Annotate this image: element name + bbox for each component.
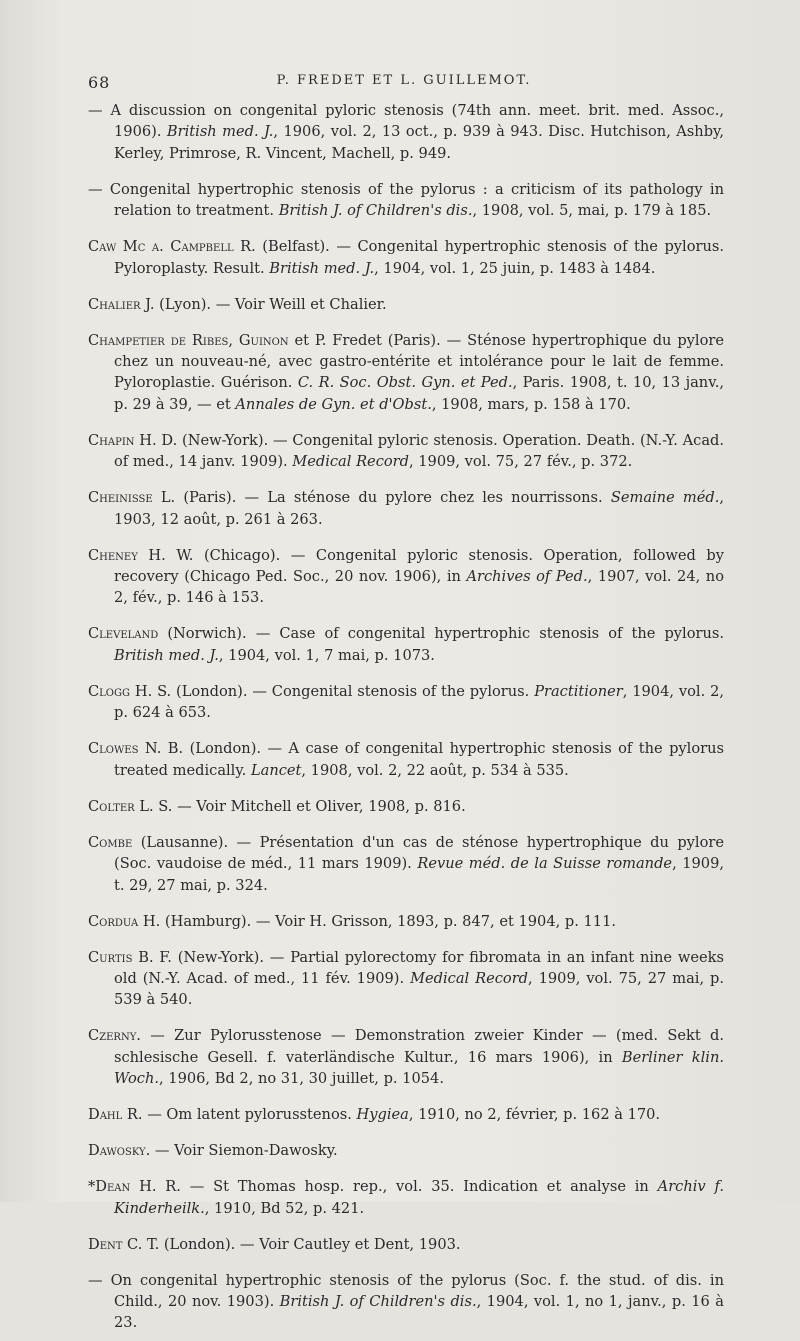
entry-author: Czerny <box>88 1027 137 1045</box>
entry-journal: Semaine méd. <box>610 489 720 507</box>
entry-journal: British med. J. <box>269 259 375 277</box>
entry-text-2: , 1909, vol. 75, 27 mai, p. 539 à 540. <box>114 969 724 1009</box>
entry-text-2: , 1906, Bd 2, no 31, 30 juillet, p. 1054. <box>159 1070 444 1088</box>
entry-journal: Archiv f. Kinderheilk. <box>114 1178 724 1217</box>
entry-text-2: , 1904, vol. 1, no 1, janv., p. 16 à 23. <box>114 1292 724 1332</box>
entry-journal: Medical Record <box>410 969 529 987</box>
entry-text: et P. Fredet (Paris). — Sténose hypertrophique du pylore chez un nouveau-né, avec gastro-entérite et intolérance pour le lait de femme. Pyloroplastie. Guérison. <box>114 331 724 392</box>
entry-text: R. (Belfast). — Congenital hypertrophic stenosis of the pylorus. Pyloroplasty. Result. <box>114 238 724 277</box>
entry-text-2: , 1908, vol. 2, 22 août, p. 534 à 535. <box>301 761 569 779</box>
bib-entry <box>88 1270 724 1334</box>
entry-text: (Norwich). — Case of congenital hypertrophic stenosis of the pylorus. <box>158 625 724 643</box>
entry-text: R. — Om latent pylorusstenos. <box>122 1106 357 1124</box>
entry-text: H. D. (New-York). — Congenital pyloric stenosis. Operation. Death. (N.-Y. Acad. of med., 14 janv. 1909). <box>114 431 724 471</box>
bib-entry <box>88 236 724 279</box>
entry-author: Caw Mc a. Campbell <box>88 238 234 256</box>
bibliography-list <box>88 100 724 1341</box>
bib-entry <box>88 1025 724 1089</box>
entry-text-2: , 1904, vol. 1, 7 mai, p. 1073. <box>218 646 435 664</box>
entry-journal: Archives of Ped. <box>466 568 588 586</box>
bib-entry <box>88 100 724 164</box>
bib-entry <box>88 623 724 666</box>
entry-author: Cordua <box>88 912 139 930</box>
bib-entry <box>88 1140 724 1161</box>
entry-text: (Lausanne). — Présentation d'un cas de sténose hypertrophique du pylore (Soc. vaudoise de méd., 11 mars 1909). <box>114 833 724 873</box>
entry-text: N. B. (London). — A case of congenital hypertrophic stenosis of the pylorus treated medically. <box>114 740 724 779</box>
bib-entry <box>88 294 724 315</box>
entry-journal: Medical Record <box>292 453 409 471</box>
entry-text: . — Voir Siemon-Dawosky. <box>145 1142 338 1160</box>
entry-author: Cheinisse <box>88 489 153 507</box>
entry-journal: Lancet <box>250 761 302 779</box>
entry-text-2: , 1909, vol. 75, 27 fév., p. 372. <box>408 453 633 471</box>
entry-text-2: , 1907, vol. 24, no 2, fév., p. 146 à 153. <box>114 568 724 607</box>
entry-author: Champetier de Ribes, Guinon <box>88 331 289 349</box>
entry-journal: British J. of Children's dis. <box>278 202 473 220</box>
entry-text: H. (Hamburg). — Voir H. Grisson, 1893, p. 847, et 1904, p. 111. <box>138 912 616 930</box>
entry-text: L. (Paris). — La sténose du pylore chez les nourrissons. <box>152 489 611 507</box>
bib-entry <box>88 179 724 222</box>
bib-entry <box>88 681 724 724</box>
entry-journal: Practitioner <box>534 682 623 700</box>
bib-entry <box>88 832 724 896</box>
entry-text-2: , 1910, Bd 52, p. 421. <box>204 1199 365 1217</box>
page-number: 68 <box>88 73 111 92</box>
entry-author: Dahl <box>88 1106 123 1124</box>
entry-text-2: , 1903, 12 août, p. 261 à 263. <box>114 489 724 528</box>
entry-author: Chapin <box>88 431 135 449</box>
bib-entry <box>88 796 724 817</box>
entry-text: — On congenital hypertrophic stenosis of the pylorus (Soc. f. the stud. of dis. in Child., 20 nov. 1903). <box>88 1271 724 1310</box>
entry-text: H. W. (Chicago). — Congenital pyloric stenosis. Operation, followed by recovery (Chicago Ped. Soc., 20 nov. 1906), in <box>114 546 724 586</box>
entry-journal: British med. J. <box>114 646 219 664</box>
entry-author: Colter <box>88 797 135 815</box>
entry-text-2: , 1904, vol. 2, p. 624 à 653. <box>114 682 724 722</box>
entry-text: C. T. (London). — Voir Cautley et Dent, 1903. <box>122 1235 461 1253</box>
entry-text: — Congenital hypertrophic stenosis of the pylorus : a criticism of its pathology in relation to treatment. <box>88 180 724 220</box>
bib-entry <box>88 487 724 530</box>
entry-author: Chalier <box>88 295 141 313</box>
bib-entry <box>88 430 724 473</box>
page-header <box>88 73 720 97</box>
entry-journal: Revue méd. de la Suisse romande <box>417 855 673 873</box>
entry-text: B. F. (New-York). — Partial pylorectomy for fibromata in an infant nine weeks old (N.-Y. Acad. of med., 11 fév. 1909). <box>114 948 724 987</box>
entry-text: H. S. (London). — Congenital stenosis of the pylorus. <box>129 682 535 700</box>
entry-journal: Hygiea <box>356 1106 409 1124</box>
entry-text: L. S. — Voir Mitchell et Oliver, 1908, p. 816. <box>134 797 466 815</box>
entry-journal: British J. of Children's dis. <box>279 1292 477 1310</box>
entry-author: Combe <box>88 833 133 851</box>
running-title: P. FREDET ET L. GUILLEMOT. <box>276 73 532 88</box>
entry-text-2: , Paris. 1908, t. 10, 13 janv., p. 29 à 39, — et <box>114 374 724 413</box>
bib-entry <box>88 738 724 781</box>
entry-author: *Dean <box>88 1178 131 1196</box>
entry-author: Cheney <box>88 546 138 564</box>
entry-author: Clowes <box>88 740 139 758</box>
entry-text-2: , 1904, vol. 1, 25 juin, p. 1483 à 1484. <box>374 259 656 277</box>
bib-entry <box>88 947 724 1011</box>
bib-entry <box>88 545 724 609</box>
bib-entry <box>88 911 724 932</box>
entry-journal: Berliner klin. Woch. <box>114 1048 724 1088</box>
entry-journal-2: Annales de Gyn. et d'Obst. <box>235 395 432 413</box>
entry-author: Curtis <box>88 948 133 966</box>
entry-text: — A discussion on congenital pyloric stenosis (74th ann. meet. brit. med. Assoc., 1906). <box>88 102 724 141</box>
entry-text: H. R. — St Thomas hosp. rep., vol. 35. Indication et analyse in <box>130 1178 658 1196</box>
bib-entry <box>88 1176 724 1219</box>
entry-author: Dent <box>88 1235 123 1253</box>
entry-text-2: , 1909, t. 29, 27 mai, p. 324. <box>114 855 725 894</box>
entry-text-2: , 1908, vol. 5, mai, p. 179 à 185. <box>472 202 712 220</box>
entry-journal: British med. J. <box>166 123 274 141</box>
entry-author: Cleveland <box>88 625 159 643</box>
entry-text: J. (Lyon). — Voir Weill et Chalier. <box>140 295 387 313</box>
entry-author: Dawosky <box>88 1142 146 1160</box>
entry-text: . — Zur Pylorusstenose — Demonstration zweier Kinder — (med. Sekt d. schlesische Gesell. f. vaterländische Kultur., 16 mars 1906), in <box>114 1027 724 1066</box>
bib-entry <box>88 330 724 416</box>
entry-author: Clogg <box>88 682 130 700</box>
entry-text-2: , 1906, vol. 2, 13 oct., p. 939 à 943. Disc. Hutchison, Ashby, Kerley, Primrose, R. Vincent, Machell, p. 949. <box>114 123 724 162</box>
entry-text-2: , 1910, no 2, février, p. 162 à 170. <box>408 1106 661 1124</box>
bib-entry <box>88 1104 724 1125</box>
bib-entry <box>88 1234 724 1255</box>
entry-journal: C. R. Soc. Obst. Gyn. et Ped. <box>297 374 513 392</box>
entry-text-3: , 1908, mars, p. 158 à 170. <box>431 395 631 413</box>
